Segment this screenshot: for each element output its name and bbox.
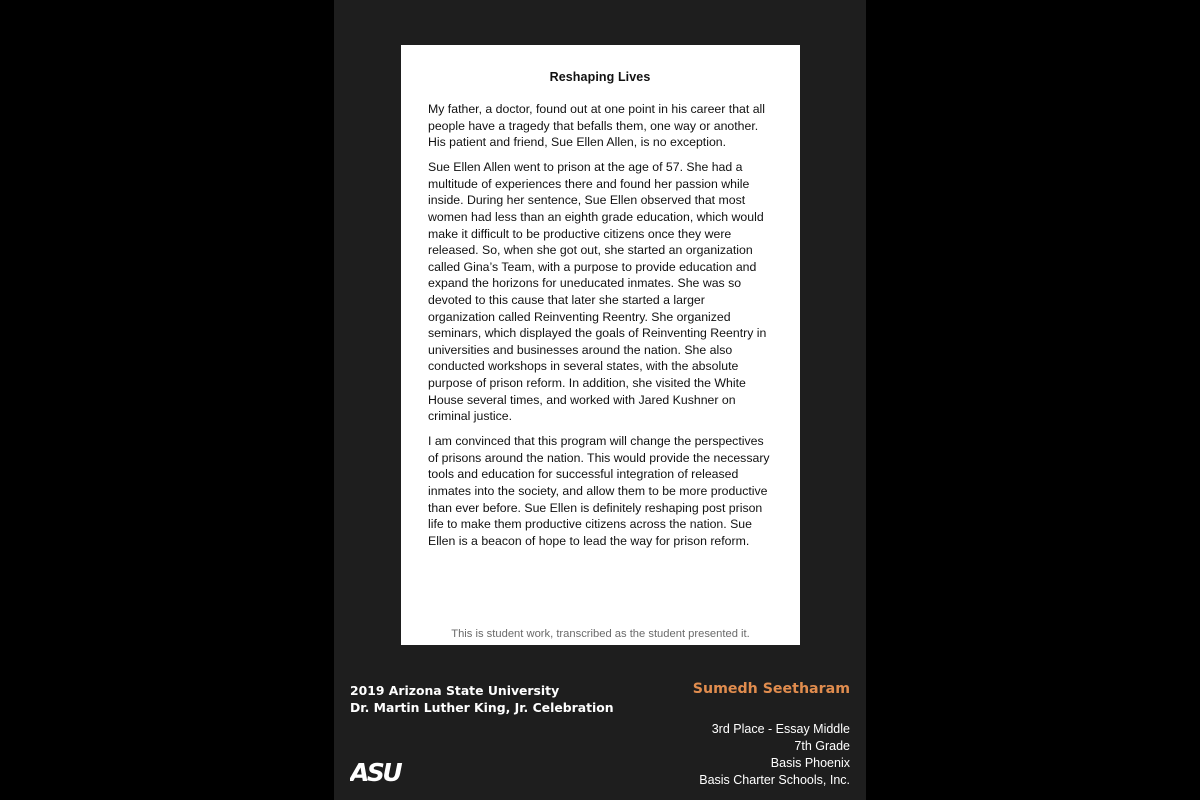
award-organization: Basis Charter Schools, Inc. — [699, 773, 850, 787]
award-placement: 3rd Place - Essay Middle — [711, 722, 850, 736]
event-info — [350, 682, 614, 716]
student-name: Sumedh Seetharam — [692, 681, 850, 697]
award-info — [699, 721, 850, 789]
award-school: Basis Phoenix — [770, 756, 850, 770]
essay-paragraph: Sue Ellen Allen went to prison at the age of 57. She had a multitude of experiences there and found her passion while inside. During her sentence, Sue Ellen observed that most women had less than an eighth grade education, which would make it difficult to be productive citizens once they were released. So, when she got out, she started an organization called Gina’s Team, with a purpose to provide education and expand the horizons for uneducated inmates. She was so devoted to this cause that later she started a larger organization called Reinventing Reentry. She organized seminars, which displayed the goals of Reinventing Reentry in universities and businesses around the nation. She also conducted workshops in several states, with the absolute purpose of prison reform. In addition, she visited the White House several times, and worked with Jared Kushner on criminal justice. — [428, 160, 767, 424]
award-grade: 7th Grade — [794, 739, 850, 753]
essay-title: Reshaping Lives — [549, 70, 651, 84]
essay-paragraph: My father, a doctor, found out at one point in his career that all people have a tragedy that befalls them, one way or another. His patient and friend, Sue Ellen Allen, is no exception. — [428, 102, 766, 150]
essay-card — [401, 45, 800, 645]
award-poster — [334, 0, 866, 800]
essay-paragraph: I am convinced that this program will change the perspectives of prisons around the nation. This would provide the necessary tools and education for successful integration of released inmates into the society, and allow them to be more productive than ever before. Sue Ellen is definitely reshaping post prison life to make them productive citizens across the nation. Sue Ellen is a beacon of hope to lead the way for prison reform. — [428, 434, 770, 548]
event-subtitle: Dr. Martin Luther King, Jr. Celebration — [350, 700, 614, 715]
transcription-note: This is student work, transcribed as the student presented it. — [451, 628, 750, 640]
asu-logo-icon — [350, 758, 410, 784]
event-title: 2019 Arizona State University — [350, 683, 560, 698]
asu-logo-text: ASU — [350, 758, 401, 784]
